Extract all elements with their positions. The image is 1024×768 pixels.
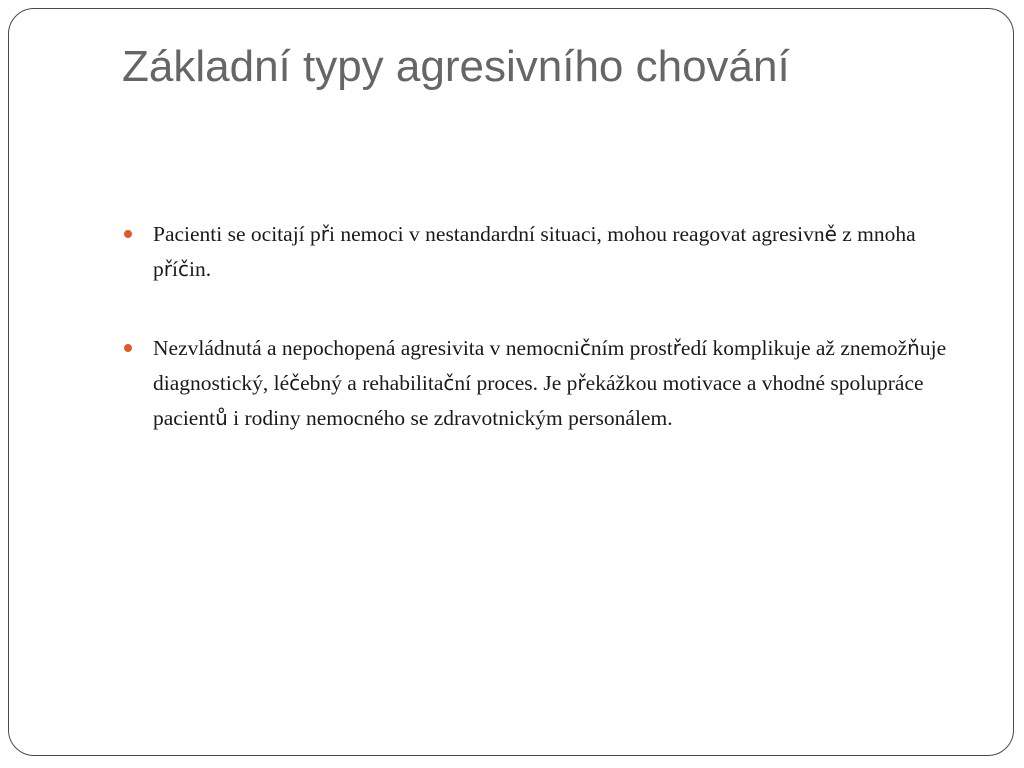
bullet-text-glyph: ř	[577, 371, 586, 395]
bullet-text-run: z mnoha p	[153, 222, 916, 281]
bullet-text-glyph: ř	[163, 257, 172, 281]
bullet-text-run: ní proces. Je p	[454, 371, 578, 395]
bullet-text	[153, 336, 946, 430]
bullet-text-run: Nezvládnutá a nepochopená agresivita v nemocni	[153, 336, 580, 360]
bullet-text-run: ekážkou motivace a vhodné spolupráce pacient	[153, 371, 924, 430]
slide-title: Základní typy agresivního chování	[122, 42, 790, 91]
bullet-text-glyph: č	[579, 336, 591, 360]
bullet-text-run: i rodiny nemocného se zdravotnickým personálem.	[227, 406, 673, 430]
bullet-text-run: in.	[188, 257, 212, 281]
bullet-text-run: edí komplikuje až znemož	[680, 336, 908, 360]
bullet-text	[153, 222, 916, 281]
bullet-text-run: uje diagnostický, lé	[153, 336, 947, 395]
bullet-text-run: Pacienti se ocitají p	[153, 222, 321, 246]
bullet-text-glyph: č	[443, 371, 455, 395]
slide-frame	[8, 8, 1014, 756]
bullet-text-glyph: ř	[672, 336, 681, 360]
bullet-text-glyph: ň	[907, 336, 920, 360]
bullet-text-glyph: č	[177, 257, 189, 281]
bullet-text-glyph: ř	[320, 222, 330, 246]
bullet-text-glyph: ě	[824, 222, 837, 246]
bullet-text-run: ebný a rehabilita	[300, 371, 444, 395]
bullet-dot-icon	[124, 230, 132, 238]
bullet-text-run: í	[171, 257, 178, 281]
bullet-dot-icon	[124, 344, 132, 352]
bullet-list	[122, 217, 967, 480]
bullet-item	[122, 217, 967, 287]
bullet-text-run: i nemoci v nestandardní situaci, mohou reagovat agresivn	[329, 222, 825, 246]
bullet-text-glyph: č	[289, 371, 301, 395]
bullet-item	[122, 331, 967, 436]
bullet-text-run: ním prost	[590, 336, 673, 360]
bullet-text-glyph: ů	[215, 406, 228, 430]
